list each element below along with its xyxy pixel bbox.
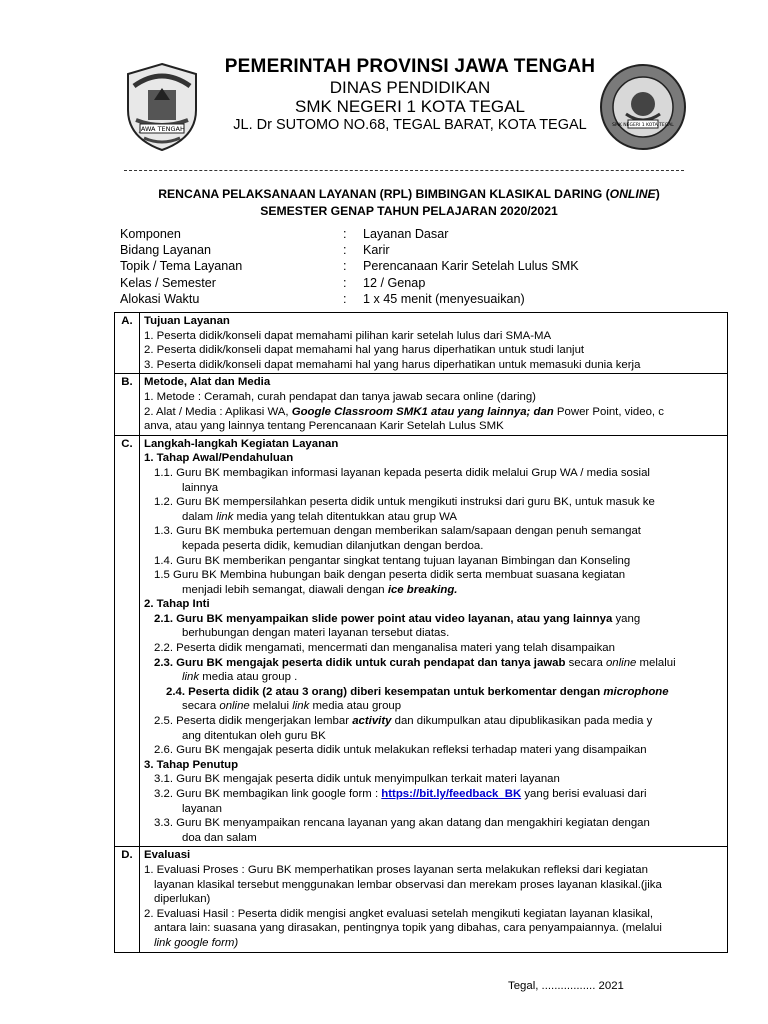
- header-divider: [124, 170, 684, 171]
- school-seal-logo: [598, 62, 688, 152]
- info-block: [120, 226, 579, 307]
- document-title: RENCANA PELAKSANAAN LAYANAN (RPL) BIMBINGAN KLASIKAL DARING (ONLINE) SEMESTER GENAP TAHUN PELAJARAN 2020/2021: [158, 187, 660, 218]
- feedback-link[interactable]: https://bit.ly/feedback_BK: [381, 788, 522, 800]
- province-emblem-logo: [118, 60, 206, 152]
- letterhead-address: JL. Dr SUTOMO NO.68, TEGAL BARAT, KOTA TEGAL: [233, 117, 587, 133]
- info-row: Alokasi Waktu : 1 x 45 menit (menyesuaikan): [120, 291, 525, 306]
- info-row: Kelas / Semester : 12 / Genap: [120, 275, 426, 290]
- section-b-label: B.: [115, 374, 140, 435]
- letterhead-line3: SMK NEGERI 1 KOTA TEGAL: [295, 97, 525, 116]
- info-row: Bidang Layanan : Karir: [120, 243, 390, 258]
- plan-table: [114, 312, 728, 953]
- section-c-row: [115, 435, 728, 847]
- section-c-label: C.: [115, 435, 140, 847]
- section-d-label: D.: [115, 847, 140, 952]
- letterhead-line2: DINAS PENDIDIKAN: [329, 78, 491, 97]
- section-a-content: Tujuan Layanan 1. Peserta didik/konseli dapat memahami pilihan karir setelah lulus dari SMA-MA 2. Peserta didik/konseli dapat memahami hal yang harus diperhatikan untuk studi lanjut 3. Peserta didik/konseli dapat memahami hal yang harus diperhatikan untuk memasuki dunia kerja: [140, 313, 728, 374]
- section-d-row: [115, 847, 728, 952]
- svg-text:JAWA TENGAH: JAWA TENGAH: [139, 125, 185, 133]
- signature-date: Tegal, ................. 2021: [508, 980, 624, 992]
- section-a-label: A.: [115, 313, 140, 374]
- section-b-content: Metode, Alat dan Media 1. Metode : Ceramah, curah pendapat dan tanya jawab secara online (daring) 2. Alat / Media : Aplikasi WA, Google Classroom SMK1 atau yang lainnya; dan Power Point, video, c anva, atau yang lainnya tentang Perencanaan Karir Setelah Lulus SMK: [140, 374, 728, 435]
- letterhead-line1: PEMERINTAH PROVINSI JAWA TENGAH: [224, 56, 596, 77]
- info-row: Topik / Tema Layanan : Perencanaan Karir Setelah Lulus SMK: [120, 259, 579, 274]
- svg-text:SMK NEGERI 1 KOTA TEGAL: SMK NEGERI 1 KOTA TEGAL: [612, 123, 674, 128]
- letterhead: [200, 56, 620, 134]
- section-c-content: Langkah-langkah Kegiatan Layanan 1. Tahap Awal/Pendahuluan 1.1. Guru BK membagikan informasi layanan kepada peserta didik melalui Grup WA / media sosial lainnya 1.2. Guru BK mempersilahkan peserta didik untuk mengikuti instruksi dari guru BK, untuk masuk ke dalam link media yang telah ditentukkan atau grup WA 1.3. Guru BK membuka pertemuan dengan memberikan salam/sapaan dengan penuh semangat kepada peserta didik, kemudian dilanjutkan dengan berdoa. 1.4. Guru BK memberikan pengantar singkat tentang tujuan layanan Bimbingan dan Konseling 1.5 Guru BK Membina hubungan baik dengan peserta didik serta membuat suasana kegiatan menjadi lebih semangat, diawali dengan ice breaking. 2. Tahap Inti 2.1. Guru BK menyampaikan slide power point atau video layanan, atau yang lainnya yang berhubungan dengan materi layanan tersebut diatas. 2.2. Peserta didik mengamati, mencermati dan menganalisa materi yang telah disampaikan 2.3. Guru BK mengajak peserta didik untuk curah pendapat dan tanya jawab secara online melalui link media atau group . 2.4. Peserta didik (2 atau 3 orang) diberi kesempatan untuk berkomentar dengan microphone secara online melalui link media atau group 2.5. Peserta didik mengerjakan lembar activity dan dikumpulkan atau dipublikasikan pada media y ang ditentukan oleh guru BK 2.6. Guru BK mengajak peserta didik untuk melakukan refleksi terhadap materi yang disampaikan 3. Tahap Penutup 3.1. Guru BK mengajak peserta didik untuk menyimpulkan terkait materi layanan 3.2. Guru BK membagikan link google form : https://bit.ly/feedback_BK yang berisi evaluasi dari layanan 3.3. Guru BK menyampaikan rencana layanan yang akan datang dan mengakhiri kegiatan dengan doa dan salam: [140, 435, 728, 847]
- info-row: Komponen : Layanan Dasar: [120, 227, 449, 241]
- section-b-row: [115, 374, 728, 435]
- section-a-row: [115, 313, 728, 374]
- section-d-content: Evaluasi 1. Evaluasi Proses : Guru BK memperhatikan proses layanan serta melakukan refleksi dari kegiatan layanan klasikal tersebut menggunakan lembar observasi dan merekam proses layanan klasikal.(jika diperlukan) 2. Evaluasi Hasil : Peserta didik mengisi angket evaluasi setelah mengikuti kegiatan layanan klasikal, antara lain: suasana yang dirasakan, pentingnya topik yang dibahas, cara penyampaiannya. (melalui link google form): [140, 847, 728, 952]
